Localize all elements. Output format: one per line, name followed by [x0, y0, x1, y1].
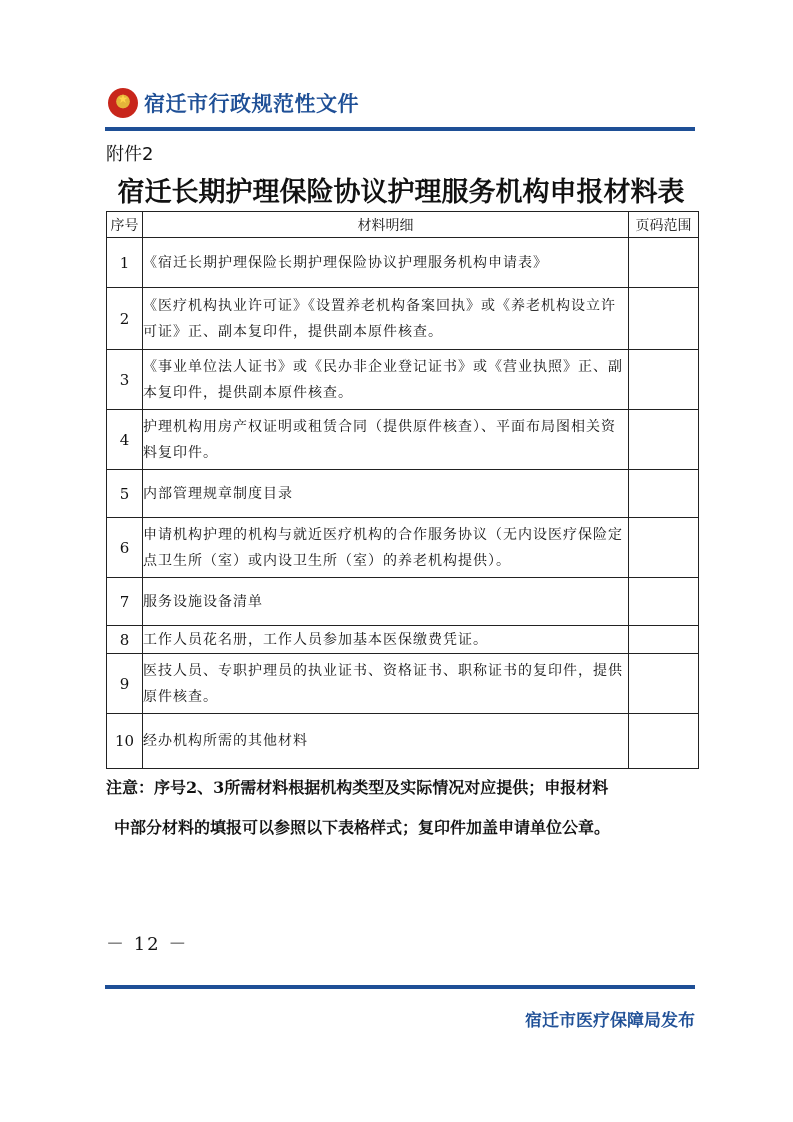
- row-page-range: [629, 578, 699, 626]
- note-paragraph: [106, 768, 698, 848]
- document-header: [108, 86, 359, 120]
- table-row: [107, 470, 699, 518]
- row-description: 《宿迁长期护理保险长期护理保险协议护理服务机构申请表》: [143, 238, 629, 288]
- table-row: [107, 350, 699, 410]
- national-emblem-icon: [108, 88, 138, 118]
- row-number: 8: [107, 626, 143, 654]
- row-description: 内部管理规章制度目录: [143, 470, 629, 518]
- row-description: 工作人员花名册，工作人员参加基本医保缴费凭证。: [143, 626, 629, 654]
- row-page-range: [629, 626, 699, 654]
- row-number: 10: [107, 714, 143, 769]
- row-description: 《事业单位法人证书》或《民办非企业登记证书》或《营业执照》正、副本复印件，提供副本原件核查。: [143, 350, 629, 410]
- row-page-range: [629, 470, 699, 518]
- row-description: 经办机构所需的其他材料: [143, 714, 629, 769]
- row-page-range: [629, 288, 699, 350]
- document-title: 宿迁长期护理保险协议护理服务机构申报材料表: [117, 177, 685, 208]
- row-page-range: [629, 518, 699, 578]
- row-page-range: [629, 350, 699, 410]
- row-number: 5: [107, 470, 143, 518]
- table-row: [107, 626, 699, 654]
- column-header-number: 序号: [107, 212, 143, 238]
- row-number: 3: [107, 350, 143, 410]
- page-number: － 12 －: [106, 934, 189, 955]
- row-number: 1: [107, 238, 143, 288]
- footer-publisher: 宿迁市医疗保障局发布: [525, 1011, 695, 1031]
- note-line-2: 中部分材料的填报可以参照以下表格样式；复印件加盖申请单位公章。: [114, 818, 611, 837]
- row-page-range: [629, 714, 699, 769]
- attachment-label: 附件2: [106, 144, 154, 165]
- column-header-details: 材料明细: [143, 212, 629, 238]
- row-page-range: [629, 410, 699, 470]
- table-row: [107, 410, 699, 470]
- row-number: 2: [107, 288, 143, 350]
- row-description: 医技人员、专职护理员的执业证书、资格证书、职称证书的复印件，提供原件核查。: [143, 654, 629, 714]
- note-line-1: 注意：序号2、3所需材料根据机构类型及实际情况对应提供；申报材料: [106, 778, 609, 797]
- materials-table: [106, 211, 699, 769]
- header-divider: [105, 127, 695, 131]
- table-row: [107, 578, 699, 626]
- row-description: 服务设施设备清单: [143, 578, 629, 626]
- row-number: 7: [107, 578, 143, 626]
- table-row: [107, 654, 699, 714]
- row-number: 9: [107, 654, 143, 714]
- row-description: 护理机构用房产权证明或租赁合同（提供原件核查）、平面布局图相关资料复印件。: [143, 410, 629, 470]
- table-row: [107, 238, 699, 288]
- row-description: 《医疗机构执业许可证》《设置养老机构备案回执》或《养老机构设立许可证》正、副本复印件，提供副本原件核查。: [143, 288, 629, 350]
- row-page-range: [629, 654, 699, 714]
- row-number: 4: [107, 410, 143, 470]
- table-row: [107, 714, 699, 769]
- column-header-page-range: 页码范围: [629, 212, 699, 238]
- table-row: [107, 518, 699, 578]
- table-row: [107, 288, 699, 350]
- row-number: 6: [107, 518, 143, 578]
- header-title: 宿迁市行政规范性文件: [144, 92, 359, 116]
- row-page-range: [629, 238, 699, 288]
- footer-divider: [105, 985, 695, 989]
- table-header-row: [107, 212, 699, 238]
- row-description: 申请机构护理的机构与就近医疗机构的合作服务协议（无内设医疗保险定点卫生所（室）或内设卫生所（室）的养老机构提供）。: [143, 518, 629, 578]
